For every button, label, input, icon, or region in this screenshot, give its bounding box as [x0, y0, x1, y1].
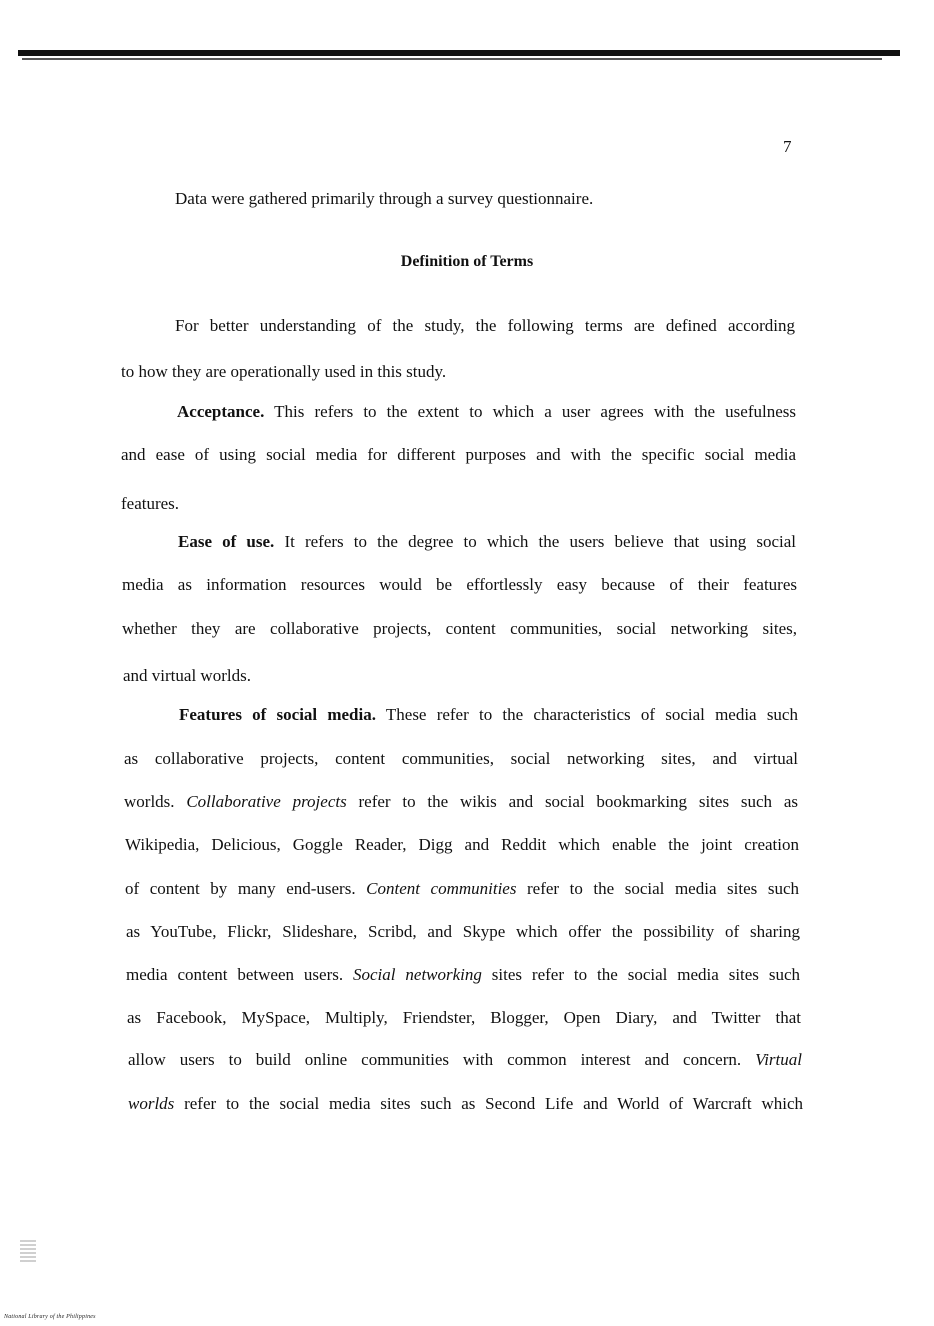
paragraph-line: to how they are operationally used in this study.	[121, 362, 447, 381]
paragraph-line: Wikipedia, Delicious, Goggle Reader, Digg and Reddit which enable the joint creation	[125, 835, 799, 854]
term-virtual-worlds: Virtual	[755, 1050, 802, 1069]
paragraph-line: worlds refer to the social media sites such as Second Life and World of Warcraft which	[128, 1094, 803, 1113]
paragraph-line: as Facebook, MySpace, Multiply, Friendster, Blogger, Open Diary, and Twitter that	[127, 1008, 801, 1027]
paragraph-line: of content by many end-users. Content communities refer to the social media sites such	[125, 879, 799, 898]
paragraph-line: and ease of using social media for different purposes and with the specific social media	[121, 445, 796, 464]
paragraph-line: Features of social media. These refer to the characteristics of social media such	[179, 705, 798, 724]
paragraph-line: media as information resources would be effortlessly easy because of their features	[122, 575, 797, 594]
term-ease-of-use: Ease of use.	[178, 532, 275, 551]
term-content-communities: Content communities	[366, 879, 517, 898]
paragraph-line: media content between users. Social networking sites refer to the social media sites such	[126, 965, 800, 984]
paragraph-line: as collaborative projects, content communities, social networking sites, and virtual	[124, 749, 798, 768]
paragraph-line: worlds. Collaborative projects refer to the wikis and social bookmarking sites such as	[124, 792, 798, 811]
line-data-gathered: Data were gathered primarily through a survey questionnaire.	[175, 189, 594, 208]
paragraph-line: Ease of use. It refers to the degree to which the users believe that using social	[178, 532, 797, 551]
paragraph-line: as YouTube, Flickr, Slideshare, Scribd, and Skype which offer the possibility of sharing	[126, 922, 800, 941]
paragraph-line: whether they are collaborative projects, content communities, social networking sites,	[122, 619, 797, 638]
paragraph-line: and virtual worlds.	[123, 666, 251, 685]
scan-top-rule	[22, 58, 882, 60]
scan-corner-mark	[20, 1238, 36, 1262]
term-features-of-social-media: Features of social media.	[179, 705, 376, 724]
term-acceptance: Acceptance.	[177, 402, 265, 421]
paragraph-line: allow users to build online communities with common interest and concern. Virtual	[128, 1050, 802, 1069]
section-heading: Definition of Terms	[400, 253, 534, 270]
paragraph-line: For better understanding of the study, the following terms are defined according	[175, 316, 795, 335]
paragraph-line: Acceptance. This refers to the extent to which a user agrees with the usefulness	[177, 402, 796, 421]
library-footer: National Library of the Philippines	[4, 1314, 96, 1320]
page-number: 7	[783, 137, 792, 156]
term-collaborative-projects: Collaborative projects	[186, 792, 347, 811]
paragraph-line: features.	[121, 494, 180, 513]
term-social-networking: Social networking	[353, 965, 482, 984]
scan-top-bar	[18, 50, 900, 56]
